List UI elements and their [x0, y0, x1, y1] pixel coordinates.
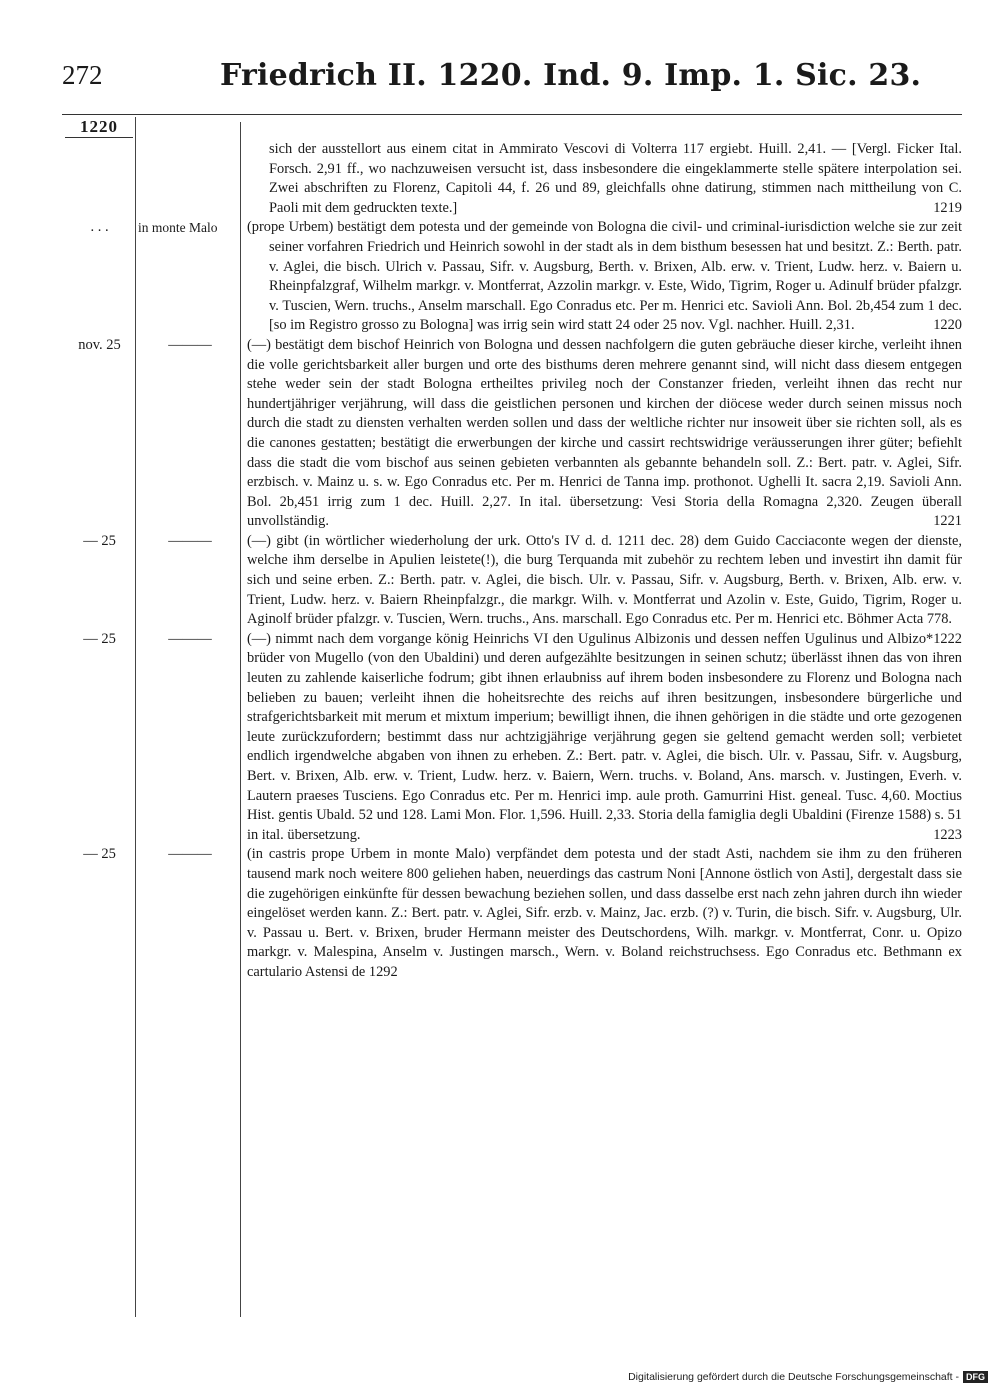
entry-text: (—) nimmt nach dem vorgange könig Heinrichs VI den Ugulinus Albizonis und dessen neffen Ugulinus und Albizo brüder von Mugello (von den Ubaldini) und deren aufgezählte besitzungen in seinen schutz; überlässt ihnen das von ihren leuten zu zahlende kaiserliche fodrum; gibt ihnen erlaubniss auf ihrem boden insbesondere zu Florenz und Bologna nach belieben zu bauen; verleiht ihnen die hoheitsrechte des reichs auf ihren besitzungen, insbesondere bürgerliche und strafgerichtsbarkeit mit merum et mixtum imperium; bewilligt ihnen, die ihnen gehörigen in die städte und orte gezogenen leute zurückzufordern; bestimmt dass nur achtzigjährige verjährung gegen sie geltend gemacht werden soll; verbietet endlich irgendwelche abgaben von ihnen zu erheben. Z.: Bert. patr. v. Aglei, die bisch. Ulr. v. Passau, Sifr. v. Augsburg, Bert. v. Brixen, Alb. erw. v. Trient, Ludw. herz. v. Baiern, Wern. truchs. v. Boland, Ans. marsch. v. Justingen, Everh. v. Lautern praeses Tusciens. Ego Conradus etc. Per m. Henrici imp. aule proth. Gamurrini Hist. geneal. Tusc. 4,60. Moctius Hist. gentis Ubald. 52 und 128. Lami Mon. Flor. 1,596. Huill. 2,33. Storia della famiglia degli Ubaldini (Firenze 1588) s. 51 in ital. übersetzung. 1223 — [247, 630, 962, 846]
entry-place: ——— — [168, 532, 212, 549]
entry-date: . . . — [90, 219, 109, 236]
entry-text: (in castris prope Urbem in monte Malo) verpfändet dem potesta und der stadt Asti, nachdem sie ihm zu den früheren tausend mark noch weitere 800 geliehen haben, neuerdings das castrum Noni [Annone östlich von Asti], dergestalt dass sie die zugehörigen einkünfte für dessen bewachung beziehen sollen, und dass dasselbe erst nach zehn jahren durch ihn wieder eingelöset werden kann. Z.: Bert. patr. v. Aglei, Sifr. erzb. v. Mainz, Jac. erzb. (?) v. Turin, die bisch. Sifr. v. Augsburg, Ulr. v. Passau u. Bert. v. Brixen, bruder Hermann meister des Deutschordens, Wilh. markgr. v. Montferrat, Conr. u. Opizo markgr. v. Malespina, Anselm v. Justingen marsch., Wern. v. Boland reichstruchsess. Ego Conradus etc. Bethmann ex cartulario Astensi de 1292 — [247, 846, 962, 980]
entry — [0, 336, 1000, 532]
entry-text: (—) bestätigt dem bischof Heinrich von Bologna und dessen nachfolgern die guten gebräuche dieser kirche, verleiht ihnen die volle gerichtsbarkeit aller burgen und orte des bisthums deren mehrere genannt sind, will nicht dass diesem entgegen stehe weder sein der stadt Bologna ertheiltes privileg noch der Constanzer frieden, verleiht ihnen das recht nur hundertjähriger verjährung, will dass die geistlichen personen und kirchen der diöcese weder durch seinen missus noch durch die stadt zu diensten verhalten werden sollen und dass der weltliche richter nur insoweit über sie richten soll, als es die canones gestatten; bestätigt die erwerbungen der kirche und cassirt rechtswidrige veräusserungen ihrer güter; befiehlt dass die stadt die vom bischof aus seinen gebieten verbannten als gebannte behandeln soll. Z.: Bert. patr. v. Aglei, Sifr. erzbisch. v. Mainz u. s. w. Ego Conradus etc. Per m. Henrici de Tanna imp. prothonot. Ughelli It. sacra 2,19. Savioli Ann. Bol. 2b,451 irrig zum 1 dec. Huill. 2,27. In ital. übersetzung: Vesi Storia della Romagna 2,320. Zeugen überall unvollständig. 1221 — [247, 336, 962, 532]
footer-credit: Digitalisierung gefördert durch die Deutsche Forschungsgemeinschaft - DFG — [628, 1371, 988, 1383]
header-rule — [62, 114, 962, 115]
entry — [0, 845, 1000, 982]
page-header — [62, 60, 952, 100]
year-label: 1220 — [65, 117, 133, 138]
running-title: Friedrich II. 1220. Ind. 9. Imp. 1. Sic. 23. — [220, 58, 922, 93]
entry-place: ——— — [168, 846, 212, 863]
entry-place: in monte Malo — [138, 220, 218, 236]
entry-text: sich der ausstellort aus einem citat in Ammirato Vescovi di Volterra 117 ergiebt. Huill. 2,41. — [Vergl. Ficker Ital. Forsch. 2,91 ff., wo nachzuweisen versucht ist, dass insbesondere die eingeklammerte stelle spätere interpolation sei. Zwei abschriften zu Florenz, Capitoli 44, f. 26 und 89, gleichfalls ohne datirung, stimmen nach mittheilung von C. Paoli mit dem gedruckten texte.] 1219 — [247, 140, 962, 218]
entry-place: ——— — [168, 630, 212, 647]
entry — [0, 630, 1000, 846]
regest-number: 1223 — [933, 826, 962, 843]
entry — [0, 218, 1000, 336]
entry-place: ——— — [168, 336, 212, 353]
regest-number: 1221 — [933, 513, 962, 530]
regest-number: *1222 — [926, 630, 962, 647]
entry-text: (—) gibt (in wörtlicher wiederholung der urk. Otto's IV d. d. 1211 dec. 28) dem Guido Cacciaconte wegen der dienste, welche ihm derselbe in Apulien leistete(!), die burg Terquanda mit zubehör zu rechtem leben und investirt ihn damit für sich und seine erben. Z.: Berth. patr. v. Aglei, die bisch. Ulr. v. Passau, Sifr. v. Augsburg, Berth. v. Brixen, Alb. erw. v. Trient, Ludw. herz. v. Baiern Rheinpfalzgr., die markgr. Wilh. v. Montferrat und Azolin v. Este, Guido, Tigrim, Roger u. Aginolf brüder pfalzgr. v. Tuscien, Wern. truchs., Ans. marschall. Ego Conradus etc. Per m. Henrici etc. Böhmer Acta 778. *1222 — [247, 532, 962, 630]
entry-date: nov. 25 — [78, 336, 121, 353]
entry-date: — 25 — [83, 846, 116, 863]
entry-date: — 25 — [83, 630, 116, 647]
regesta-entries — [0, 140, 1000, 983]
page-number: 272 — [62, 60, 103, 90]
regest-number: 1220 — [933, 317, 962, 334]
dfg-logo: DFG — [963, 1371, 988, 1383]
regest-number: 1219 — [933, 199, 962, 216]
entry — [0, 140, 1000, 218]
regest-number: 1292 — [368, 963, 398, 980]
entry — [0, 532, 1000, 647]
entry-text: (prope Urbem) bestätigt dem potesta und der gemeinde von Bologna die civil- und criminal-iurisdiction welche sie zur zeit seiner vorfahren Friedrich und Heinrich sowohl in der stadt als in dem bisthum besessen hat und besitzt. Z.: Berth. patr. v. Aglei, die bisch. Ulrich v. Passau, Sifr. v. Augsburg, Berth. v. Brixen, Alb. erw. v. Trient, Ludw. herz. v. Baiern u. Rheinpfalzgraf, Wilhelm markgr. v. Montferrat, Azzolin markgr. v. Este, Wido, Tigrim, Roger u. Adinulf brüder pfalzgr. v. Tuscien, Wern. truchs., Anselm marschall. Ego Conradus etc. Per m. Henrici etc. Savioli Ann. Bol. 2b,454 zum 1 dec. [so im Registro grosso zu Bologna] was irrig sein wird statt 24 oder 25 nov. Vgl. nachher. Huill. 2,31. 1220 — [247, 218, 962, 336]
entry-date: — 25 — [83, 532, 116, 549]
